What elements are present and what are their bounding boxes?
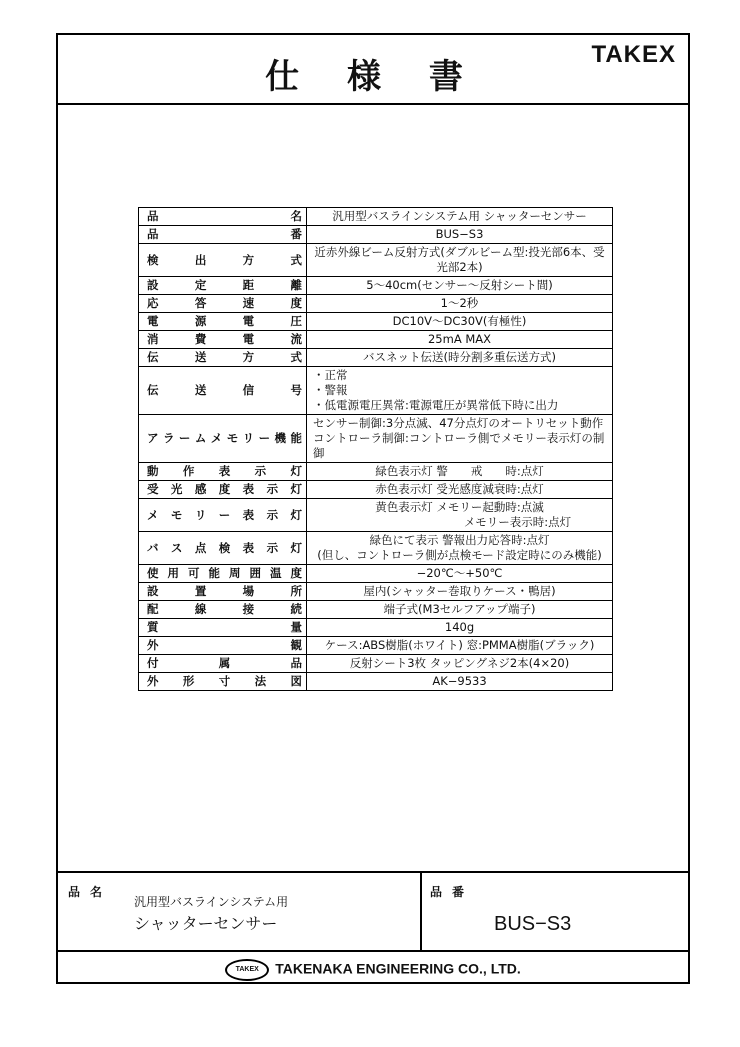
spec-row	[139, 583, 613, 601]
header	[58, 35, 688, 105]
spec-label: 配線接続	[139, 601, 307, 619]
spec-value-line: バスネット伝送(時分割多重伝送方式)	[363, 350, 556, 364]
footer-info-row	[58, 873, 688, 952]
spec-value-line: ・警報	[313, 383, 348, 397]
spec-value	[307, 463, 613, 481]
spec-value-line: 140g	[444, 620, 475, 634]
spec-value-line: 1〜2秒	[440, 296, 479, 310]
spec-value	[307, 349, 613, 367]
spec-value	[307, 583, 613, 601]
company-line	[58, 959, 688, 981]
spec-row	[139, 463, 613, 481]
spec-label: 電源電圧	[139, 313, 307, 331]
spec-row	[139, 532, 613, 565]
spec-value	[307, 277, 613, 295]
spec-label: 伝送信号	[139, 367, 307, 415]
spec-label: 品番	[139, 226, 307, 244]
document-title: 仕 様 書	[265, 57, 481, 97]
spec-value-line: 黄色表示灯 メモリー起動時:点滅	[375, 500, 544, 514]
spec-value-line: AK−9533	[432, 674, 487, 688]
product-name-sub: 汎用型バスラインシステム用	[134, 895, 289, 909]
spec-row	[139, 349, 613, 367]
spec-value	[307, 673, 613, 691]
spec-label: 使用可能周囲温度	[139, 565, 307, 583]
spec-label: 消費電流	[139, 331, 307, 349]
spec-row	[139, 601, 613, 619]
spec-value-line: 5〜40cm(センサー〜反射シート間)	[366, 278, 553, 292]
spec-value-line: −20℃〜+50℃	[416, 566, 503, 580]
spec-value-line: 汎用型バスラインシステム用 シャッターセンサー	[332, 209, 587, 223]
spec-value	[307, 313, 613, 331]
spec-value-line: 屋内(シャッター巻取りケース・鴨居)	[363, 584, 556, 598]
spec-label: 検出方式	[139, 244, 307, 277]
spec-value	[307, 532, 613, 565]
spec-value	[307, 637, 613, 655]
spec-row	[139, 481, 613, 499]
spec-row	[139, 367, 613, 415]
spec-value	[307, 565, 613, 583]
spec-value	[307, 415, 613, 463]
spec-label: メモリー表示灯	[139, 499, 307, 532]
spec-value	[307, 655, 613, 673]
footer	[58, 871, 688, 984]
spec-row	[139, 331, 613, 349]
spec-row	[139, 499, 613, 532]
spec-value-line: 近赤外線ビーム反射方式(ダブルビーム型:投光部6本、受光部2本)	[314, 245, 605, 274]
product-number: BUS−S3	[494, 913, 572, 935]
document-frame	[56, 33, 690, 984]
company-name: TAKENAKA ENGINEERING CO., LTD.	[275, 960, 521, 977]
spec-value	[307, 619, 613, 637]
spec-row	[139, 637, 613, 655]
brand-logo: TAKEX	[591, 41, 676, 68]
spec-label: 動作表示灯	[139, 463, 307, 481]
spec-label: 付属品	[139, 655, 307, 673]
spec-row	[139, 244, 613, 277]
spec-value-line: 緑色にて表示 警報出力応答時:点灯	[369, 533, 550, 547]
company-logo: TAKEX	[225, 959, 269, 981]
spec-row	[139, 313, 613, 331]
product-name-main: シャッターセンサー	[134, 914, 278, 933]
spec-label: 設置場所	[139, 583, 307, 601]
spec-value-line: メモリー表示時:点灯	[463, 515, 572, 529]
spec-value-line: 反射シート3枚 タッピングネジ2本(4×20)	[349, 656, 570, 670]
spec-row	[139, 619, 613, 637]
spec-value	[307, 499, 613, 532]
spec-value	[307, 481, 613, 499]
spec-value-line: 緑色表示灯 警 戒 時:点灯	[375, 464, 544, 478]
spec-value-line: ・低電源電圧異常:電源電圧が異常低下時に出力	[313, 398, 559, 412]
spec-value-line: ・正常	[313, 368, 348, 382]
spec-value-line: DC10V〜DC30V(有極性)	[392, 314, 527, 328]
spec-label: 品名	[139, 208, 307, 226]
spec-label: 外形寸法図	[139, 673, 307, 691]
spec-label: 応答速度	[139, 295, 307, 313]
spec-value	[307, 226, 613, 244]
spec-row	[139, 673, 613, 691]
spec-value-line: 端子式(M3セルフアップ端子)	[383, 602, 536, 616]
spec-row	[139, 295, 613, 313]
spec-row	[139, 226, 613, 244]
spec-value	[307, 208, 613, 226]
product-name-label: 品名	[68, 885, 113, 899]
footer-product-name-cell	[58, 873, 422, 950]
product-number-label: 品番	[430, 885, 475, 899]
spec-value-line: センサー制御:3分点滅、47分点灯のオートリセット動作	[313, 416, 604, 430]
spec-label: 伝送方式	[139, 349, 307, 367]
spec-row	[139, 565, 613, 583]
spec-label: アラームメモリー機能	[139, 415, 307, 463]
spec-label: 受光感度表示灯	[139, 481, 307, 499]
spec-value-line: BUS−S3	[435, 227, 484, 241]
spec-label: 質量	[139, 619, 307, 637]
spec-label: バス点検表示灯	[139, 532, 307, 565]
spec-value	[307, 295, 613, 313]
spec-value-line: (但し、コントローラ側が点検モード設定時にのみ機能)	[317, 548, 602, 562]
spec-label: 設定距離	[139, 277, 307, 295]
spec-row	[139, 208, 613, 226]
spec-row	[139, 415, 613, 463]
spec-value	[307, 367, 613, 415]
spec-value-line: 25mA MAX	[427, 332, 492, 346]
spec-value-line: ケース:ABS樹脂(ホワイト) 窓:PMMA樹脂(ブラック)	[324, 638, 595, 652]
spec-label: 外観	[139, 637, 307, 655]
spec-row	[139, 655, 613, 673]
spec-value-line: コントローラ制御:コントローラ側でメモリー表示灯の制御	[313, 431, 605, 460]
spec-table	[138, 207, 613, 691]
spec-value	[307, 331, 613, 349]
spec-value	[307, 244, 613, 277]
spec-value	[307, 601, 613, 619]
spec-value-line: 赤色表示灯 受光感度減衰時:点灯	[375, 482, 544, 496]
spec-row	[139, 277, 613, 295]
